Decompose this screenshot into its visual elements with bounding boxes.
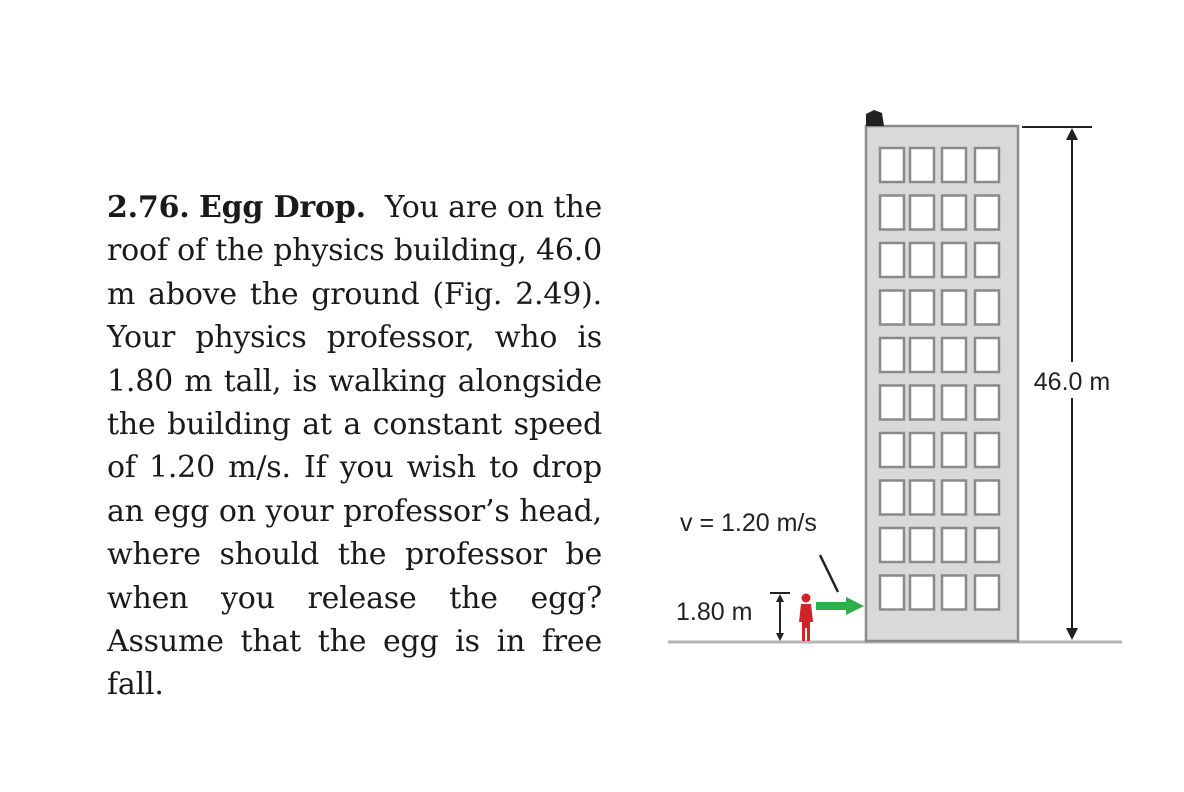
problem-body: You are on the roof of the physics building, 46.0 m above the ground (Fig. 2.49). Your physics professor, who is 1.80 m tall, is walking alongside the building at a constant speed of 1.20 m/s. If you wish to drop an egg on your professor’s head, where should the professor be when you release the egg? Assume that the egg is in free fall. xyxy=(107,190,602,703)
person-on-roof xyxy=(866,110,884,126)
building-window xyxy=(942,433,966,467)
building-window xyxy=(942,291,966,325)
building-window xyxy=(880,386,904,420)
building-window xyxy=(880,196,904,230)
height-dimension xyxy=(1022,127,1120,640)
building-window xyxy=(880,576,904,610)
building-window xyxy=(975,196,999,230)
building-window xyxy=(942,481,966,515)
building-window xyxy=(880,291,904,325)
building-window xyxy=(975,528,999,562)
building-window xyxy=(910,386,934,420)
building-window xyxy=(880,338,904,372)
building-window xyxy=(910,291,934,325)
building-window xyxy=(975,291,999,325)
building-window xyxy=(975,148,999,182)
building-window xyxy=(975,243,999,277)
speed-pointer xyxy=(820,555,838,592)
prof-height-arrow-up xyxy=(776,594,784,602)
building-window xyxy=(942,528,966,562)
building-window xyxy=(942,576,966,610)
velocity-arrow-shaft xyxy=(816,602,848,610)
height-label: 46.0 m xyxy=(1033,368,1111,396)
building-window xyxy=(975,433,999,467)
building-window xyxy=(880,243,904,277)
professor-figure xyxy=(799,594,813,642)
building-window xyxy=(942,148,966,182)
height-arrow-down xyxy=(1066,628,1078,640)
prof-height-arrow-down xyxy=(776,633,784,641)
professor-head xyxy=(802,594,811,603)
building-window xyxy=(910,338,934,372)
building-window xyxy=(942,196,966,230)
building-window xyxy=(975,386,999,420)
building-window xyxy=(942,243,966,277)
building-window xyxy=(880,433,904,467)
height-arrow-up xyxy=(1066,128,1078,140)
problem-title: Egg Drop. xyxy=(198,190,366,225)
building-window xyxy=(910,528,934,562)
building-window xyxy=(880,148,904,182)
professor-body xyxy=(799,604,813,641)
velocity-arrow xyxy=(816,597,864,615)
building-window xyxy=(910,576,934,610)
professor-height-dimension xyxy=(770,593,790,641)
professor-height-label: 1.80 m xyxy=(676,598,753,626)
building-window xyxy=(910,243,934,277)
building-window xyxy=(880,481,904,515)
building-window xyxy=(910,148,934,182)
building-window xyxy=(880,528,904,562)
building-window xyxy=(942,338,966,372)
building xyxy=(866,126,1018,641)
problem-number: 2.76. xyxy=(107,190,190,225)
building-window xyxy=(910,481,934,515)
building-window xyxy=(942,386,966,420)
velocity-arrow-head xyxy=(846,597,864,615)
building-window xyxy=(975,481,999,515)
building-window xyxy=(975,576,999,610)
speed-label: v = 1.20 m/s xyxy=(680,509,817,537)
building-window xyxy=(975,338,999,372)
building-window xyxy=(910,433,934,467)
building-window xyxy=(910,196,934,230)
